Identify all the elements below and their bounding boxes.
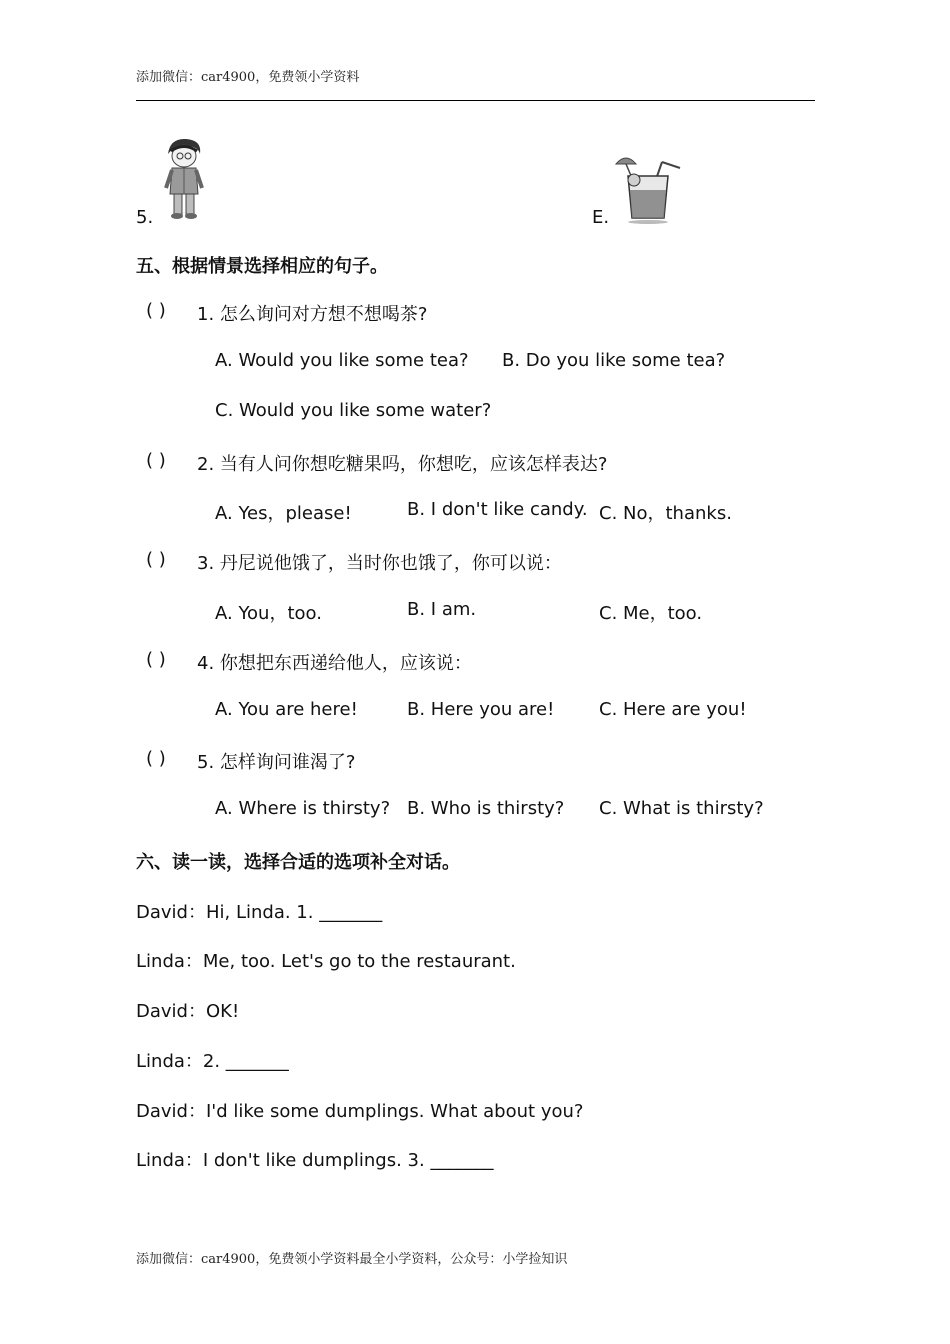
dialogue-speaker: Linda： [136,951,203,972]
dialogue-text: 2. _______ [202,1051,289,1072]
dialogue-text: OK! [205,1001,240,1022]
q4-option-c: C. Here are you! [599,699,747,720]
q2-option-b: B. I don't like candy. [407,499,588,520]
question-1-text: 1. 怎么询问对方想不想喝茶? [197,304,428,325]
question-4-text: 4. 你想把东西递给他人，应该说： [197,653,472,674]
q5-option-c: C. What is thirsty? [599,798,764,819]
header-divider [136,100,815,101]
q5-option-b: B. Who is thirsty? [407,798,565,819]
q4-option-a: A. You are here! [215,699,358,720]
question-5-text: 5. 怎样询问谁渴了? [197,752,356,773]
dialogue-text: Me, too. Let's go to the restaurant. [202,951,516,972]
dialogue-speaker: David： [136,1101,206,1122]
drink-glass-icon [614,152,686,224]
dialogue-line [136,947,516,973]
section-6-title: 六、读一读，选择合适的选项补全对话。 [136,852,460,873]
dialogue-line [136,1146,493,1172]
dialogue-speaker: David： [136,902,206,923]
page-header-text: 添加微信：car4900，免费领小学资料 [136,70,360,85]
picture-item-5-label: 5. [136,207,154,228]
boy-figure-icon [160,136,208,222]
picture-item-e-label: E. [592,207,610,228]
answer-blank-q5: ( ) [146,748,166,769]
q1-option-c: C. Would you like some water? [215,400,492,421]
q1-option-b: B. Do you like some tea? [502,350,726,371]
answer-blank-q3: ( ) [146,549,166,570]
dialogue-line [136,1097,583,1123]
answer-blank-q2: ( ) [146,450,166,471]
dialogue-speaker: David： [136,1001,206,1022]
answer-blank-q1: ( ) [146,300,166,321]
dialogue-line [136,898,382,924]
q3-option-b: B. I am. [407,599,477,620]
dialogue-text: Hi, Linda. 1. _______ [205,902,383,923]
q5-option-a: A. Where is thirsty? [215,798,391,819]
q1-option-a: A. Would you like some tea? [215,350,469,371]
question-3-text: 3. 丹尼说他饿了，当时你也饿了，你可以说： [197,553,562,574]
q2-option-c: C. No，thanks. [599,503,732,524]
q3-option-c: C. Me，too. [599,603,703,624]
dialogue-text: I don't like dumplings. 3. _______ [202,1150,494,1171]
q3-option-a: A. You，too. [215,603,322,624]
dialogue-line [136,997,239,1023]
section-5-title: 五、根据情景选择相应的句子。 [136,256,388,277]
dialogue-speaker: Linda： [136,1150,203,1171]
dialogue-speaker: Linda： [136,1051,203,1072]
q2-option-a: A. Yes，please! [215,503,352,524]
dialogue-line [136,1047,289,1073]
page-footer-text: 添加微信：car4900，免费领小学资料最全小学资料，公众号：小学捡知识 [136,1252,568,1267]
q4-option-b: B. Here you are! [407,699,555,720]
answer-blank-q4: ( ) [146,649,166,670]
dialogue-text: I'd like some dumplings. What about you? [205,1101,584,1122]
question-2-text: 2. 当有人问你想吃糖果吗，你想吃，应该怎样表达? [197,454,608,475]
